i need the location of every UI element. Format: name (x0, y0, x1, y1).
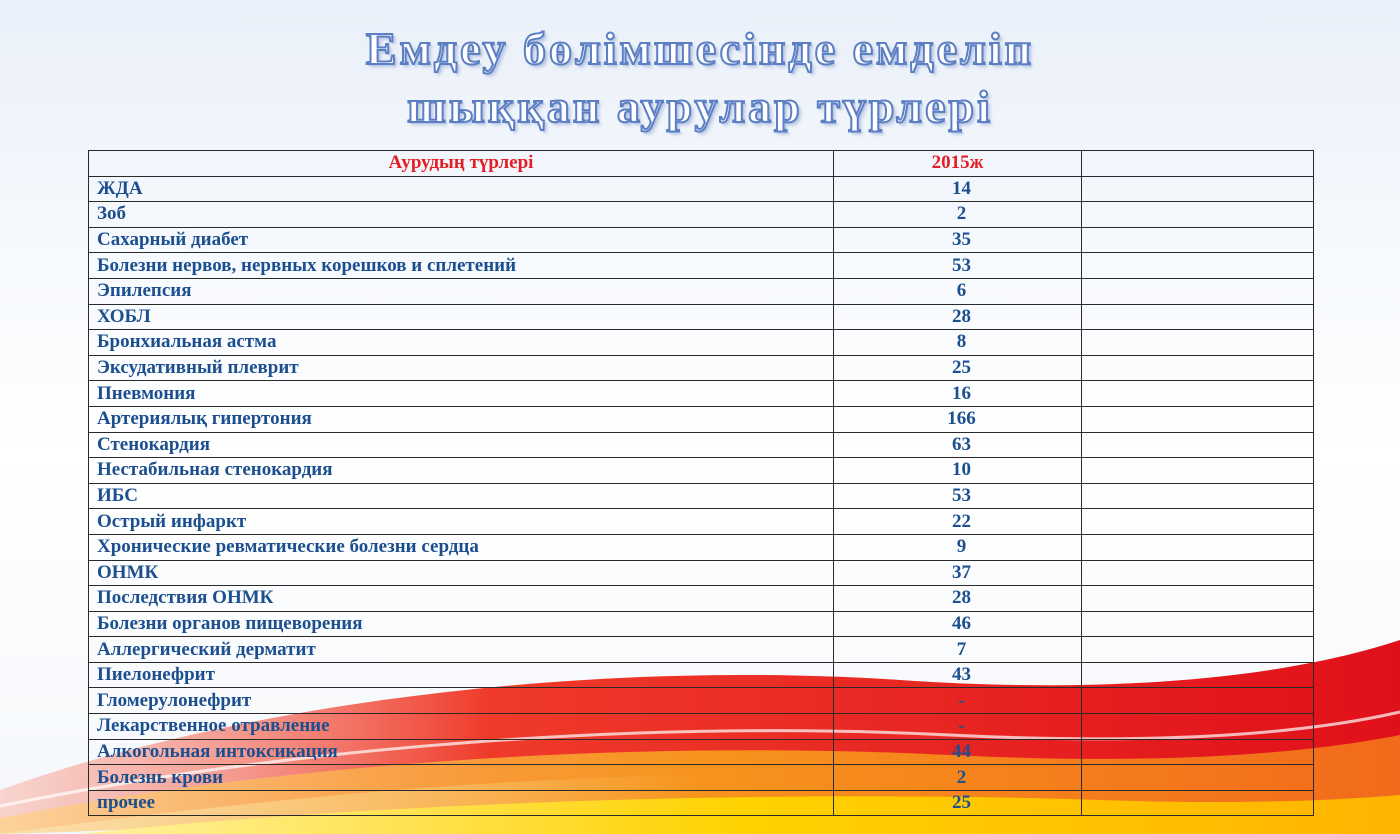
disease-name-cell: ОНМК (89, 560, 834, 586)
table-row (89, 662, 1314, 688)
disease-name-cell: Нестабильная стенокардия (89, 458, 834, 484)
disease-name-cell: Хронические ревматические болезни сердца (89, 534, 834, 560)
disease-name-cell: Гломерулонефрит (89, 688, 834, 714)
empty-cell (1082, 176, 1314, 202)
table-row (89, 739, 1314, 765)
case-count-cell: 166 (834, 406, 1082, 432)
table-row (89, 330, 1314, 356)
disease-name-cell: Сахарный диабет (89, 227, 834, 253)
case-count-cell: 10 (834, 458, 1082, 484)
table-body (89, 176, 1314, 816)
empty-cell (1082, 483, 1314, 509)
empty-cell (1082, 458, 1314, 484)
case-count-cell: 25 (834, 355, 1082, 381)
table-row (89, 509, 1314, 535)
empty-cell (1082, 765, 1314, 791)
disease-name-cell: Стенокардия (89, 432, 834, 458)
disease-name-cell: Эпилепсия (89, 278, 834, 304)
disease-name-cell: ИБС (89, 483, 834, 509)
case-count-cell: 16 (834, 381, 1082, 407)
page-title-line-1: Емдеу бөлімшесінде емделіп (365, 23, 1035, 74)
disease-name-cell: Аллергический дерматит (89, 637, 834, 663)
table-row (89, 304, 1314, 330)
table-row (89, 176, 1314, 202)
disease-name-cell: Артериялық гипертония (89, 406, 834, 432)
disease-table (88, 150, 1314, 816)
header-year-2015: 2015ж (834, 151, 1082, 177)
empty-cell (1082, 330, 1314, 356)
table-row (89, 688, 1314, 714)
table-row (89, 253, 1314, 279)
table-row (89, 278, 1314, 304)
case-count-cell: 2 (834, 202, 1082, 228)
empty-cell (1082, 714, 1314, 740)
disease-name-cell: Болезни органов пищеворения (89, 611, 834, 637)
page-title-line-2: шыққан аурулар түрлері (407, 81, 993, 132)
empty-cell (1082, 227, 1314, 253)
case-count-cell: 43 (834, 662, 1082, 688)
table-row (89, 458, 1314, 484)
empty-cell (1082, 432, 1314, 458)
disease-name-cell: ЖДА (89, 176, 834, 202)
table-row (89, 227, 1314, 253)
table-row (89, 611, 1314, 637)
disease-name-cell: Бронхиальная астма (89, 330, 834, 356)
disease-name-cell: Лекарственное отравление (89, 714, 834, 740)
disease-name-cell: ХОБЛ (89, 304, 834, 330)
case-count-cell: 46 (834, 611, 1082, 637)
empty-cell (1082, 739, 1314, 765)
case-count-cell: 28 (834, 586, 1082, 612)
table-row (89, 483, 1314, 509)
empty-cell (1082, 637, 1314, 663)
empty-cell (1082, 202, 1314, 228)
disease-name-cell: Зоб (89, 202, 834, 228)
table-row (89, 790, 1314, 816)
disease-name-cell: Алкогольная интоксикация (89, 739, 834, 765)
case-count-cell: 9 (834, 534, 1082, 560)
table-row (89, 560, 1314, 586)
header-disease-types: Аурудың түрлері (89, 151, 834, 177)
empty-cell (1082, 688, 1314, 714)
case-count-cell: - (834, 714, 1082, 740)
empty-cell (1082, 355, 1314, 381)
case-count-cell: 8 (834, 330, 1082, 356)
empty-cell (1082, 534, 1314, 560)
case-count-cell: 7 (834, 637, 1082, 663)
disease-name-cell: Болезнь крови (89, 765, 834, 791)
case-count-cell: 53 (834, 483, 1082, 509)
empty-cell (1082, 278, 1314, 304)
disease-name-cell: Острый инфаркт (89, 509, 834, 535)
empty-cell (1082, 560, 1314, 586)
case-count-cell: 14 (834, 176, 1082, 202)
table-row (89, 202, 1314, 228)
case-count-cell: - (834, 688, 1082, 714)
empty-cell (1082, 381, 1314, 407)
table-row (89, 406, 1314, 432)
case-count-cell: 35 (834, 227, 1082, 253)
disease-name-cell: Последствия ОНМК (89, 586, 834, 612)
table-row (89, 534, 1314, 560)
table-row (89, 355, 1314, 381)
case-count-cell: 28 (834, 304, 1082, 330)
table-row (89, 714, 1314, 740)
empty-cell (1082, 304, 1314, 330)
header-empty (1082, 151, 1314, 177)
case-count-cell: 63 (834, 432, 1082, 458)
case-count-cell: 25 (834, 790, 1082, 816)
table-row (89, 765, 1314, 791)
table-row (89, 381, 1314, 407)
empty-cell (1082, 406, 1314, 432)
disease-name-cell: прочее (89, 790, 834, 816)
empty-cell (1082, 662, 1314, 688)
table-row (89, 586, 1314, 612)
page-title (0, 20, 1400, 136)
table-header-row (89, 151, 1314, 177)
case-count-cell: 53 (834, 253, 1082, 279)
empty-cell (1082, 509, 1314, 535)
table-row (89, 432, 1314, 458)
case-count-cell: 2 (834, 765, 1082, 791)
disease-name-cell: Болезни нервов, нервных корешков и сплетений (89, 253, 834, 279)
disease-name-cell: Пневмония (89, 381, 834, 407)
empty-cell (1082, 586, 1314, 612)
disease-name-cell: Пиелонефрит (89, 662, 834, 688)
empty-cell (1082, 253, 1314, 279)
table-row (89, 637, 1314, 663)
case-count-cell: 37 (834, 560, 1082, 586)
empty-cell (1082, 790, 1314, 816)
disease-name-cell: Эксудативный плеврит (89, 355, 834, 381)
case-count-cell: 6 (834, 278, 1082, 304)
case-count-cell: 22 (834, 509, 1082, 535)
empty-cell (1082, 611, 1314, 637)
case-count-cell: 44 (834, 739, 1082, 765)
